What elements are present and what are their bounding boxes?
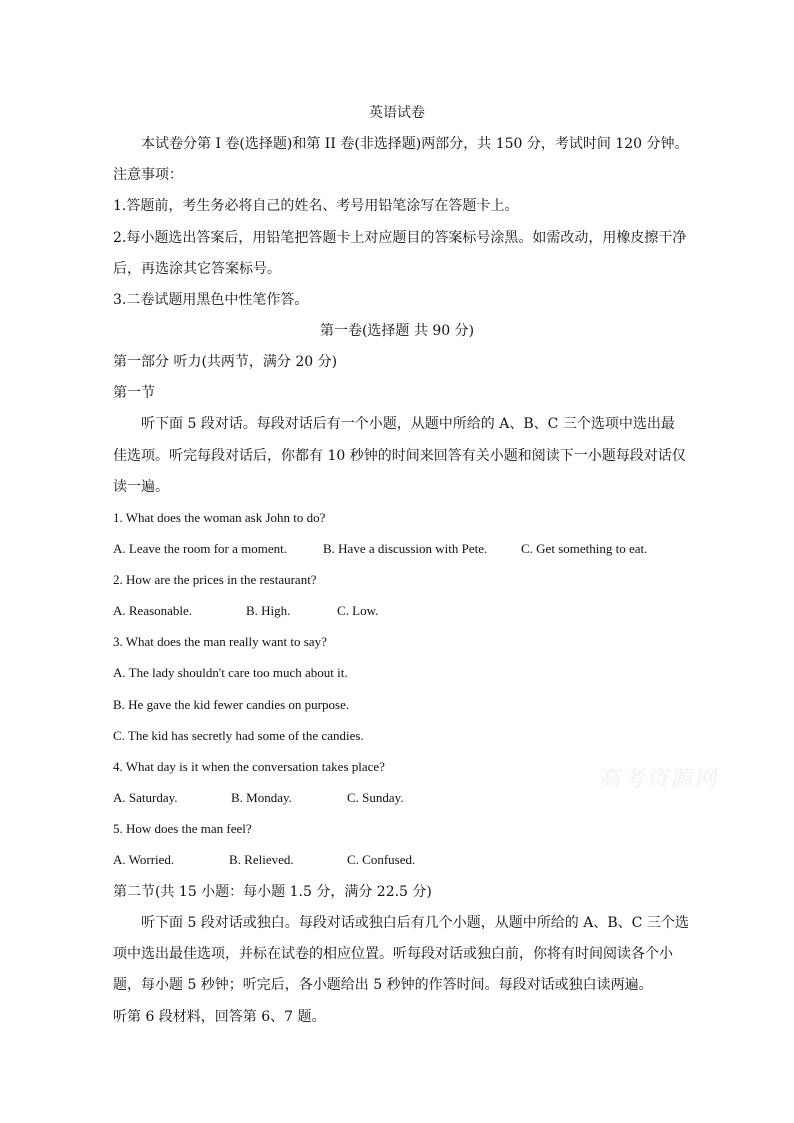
section2-instructions: 题，每小题 5 秒钟；听完后，各小题给出 5 秒钟的作答时间。每段对话或独白读两遍。 <box>113 977 653 993</box>
notice-heading: 注意事项： <box>113 167 183 183</box>
option-c: C. Low. <box>337 603 379 618</box>
section1-instructions: 佳选项。听完每段对话后，你都有 10 秒钟的时间来回答有关小题和阅读下一小题每段对话仅 <box>113 448 686 464</box>
section2-title: 第二节(共 15 小题：每小题 1.5 分，满分 22.5 分) <box>113 884 432 900</box>
option-b: B. Monday. <box>231 790 292 805</box>
option-c: C. The kid has secretly had some of the candies. <box>113 728 364 743</box>
question-stem: 1. What does the woman ask John to do? <box>113 510 326 525</box>
section1-title: 第一节 <box>113 385 155 401</box>
question-stem: 5. How does the man feel? <box>113 821 252 836</box>
question-stem: 2. How are the prices in the restaurant? <box>113 572 317 587</box>
option-a: A. Worried. <box>113 852 175 867</box>
section1-instructions: 读一遍。 <box>113 479 169 495</box>
exam-title: 英语试卷 <box>369 105 425 121</box>
option-b: B. Have a discussion with Pete. <box>323 541 488 556</box>
option-a: A. The lady shouldn't care too much about it. <box>113 665 348 680</box>
part1-title: 第一部分 听力(共两节，满分 20 分) <box>113 354 338 370</box>
section2-instructions: 项中选出最佳选项，并标在试卷的相应位置。听每段对话或独白前，你将有时间阅读各个小 <box>113 946 673 962</box>
volume-title: 第一卷(选择题 共 90 分) <box>319 323 475 339</box>
exam-intro: 本试卷分第 I 卷(选择题)和第 II 卷(非选择题)两部分，共 150 分，考试时间 120 分钟。 <box>141 136 689 152</box>
notice-item: 2.每小题选出答案后，用铅笔把答题卡上对应题目的答案标号涂黑。如需改动，用橡皮擦干净 <box>113 230 687 246</box>
option-c: C. Get something to eat. <box>521 541 648 556</box>
option-a: A. Saturday. <box>113 790 178 805</box>
notice-item: 后，再选涂其它答案标号。 <box>113 261 281 277</box>
section2-instructions: 听下面 5 段对话或独白。每段对话或独白后有几个小题，从题中所给的 A、B、C 三个选 <box>141 915 689 931</box>
material-6-instruction: 听第 6 段材料，回答第 6、7 题。 <box>113 1009 326 1025</box>
option-b: B. High. <box>246 603 291 618</box>
option-c: C. Confused. <box>347 852 416 867</box>
option-c: C. Sunday. <box>347 790 404 805</box>
option-a: A. Leave the room for a moment. <box>113 541 287 556</box>
option-a: A. Reasonable. <box>113 603 193 618</box>
notice-item: 1.答题前，考生务必将自己的姓名、考号用铅笔涂写在答题卡上。 <box>113 198 519 214</box>
question-stem: 4. What day is it when the conversation takes place? <box>113 759 385 774</box>
watermark: 高考资源网 <box>597 767 722 792</box>
option-b: B. He gave the kid fewer candies on purpose. <box>113 697 350 712</box>
option-b: B. Relieved. <box>229 852 294 867</box>
section1-instructions: 听下面 5 段对话。每段对话后有一个小题，从题中所给的 A、B、C 三个选项中选出最 <box>141 416 675 432</box>
notice-item: 3.二卷试题用黑色中性笔作答。 <box>113 292 309 308</box>
question-stem: 3. What does the man really want to say? <box>113 634 327 649</box>
